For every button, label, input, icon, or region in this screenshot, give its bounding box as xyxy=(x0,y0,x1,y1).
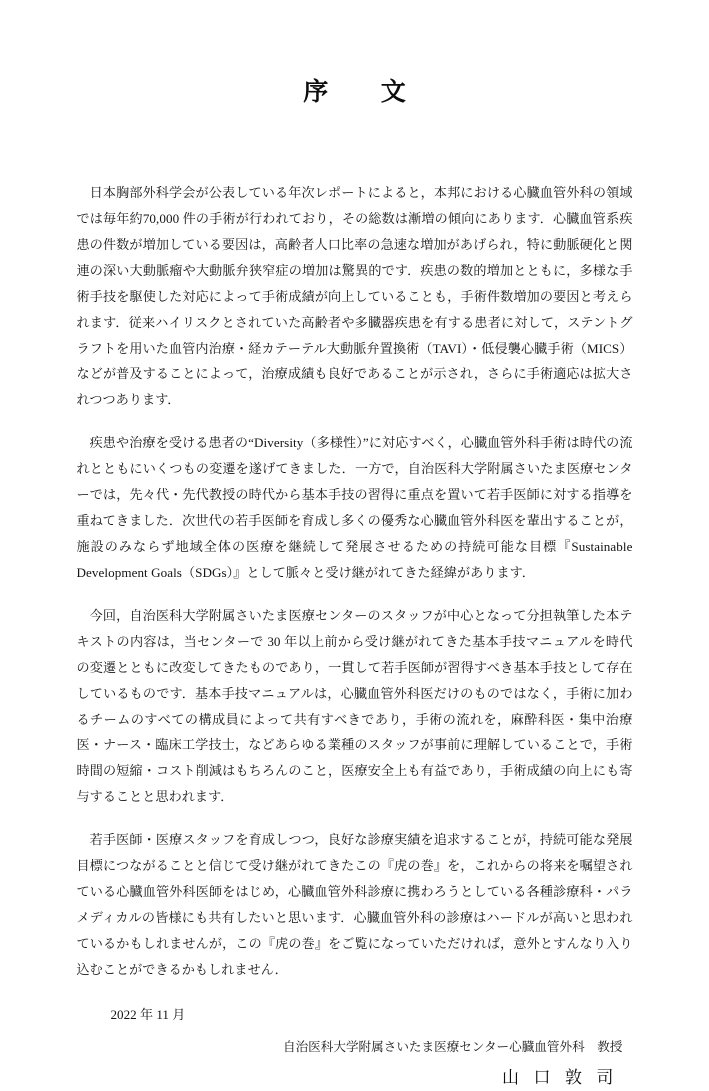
paragraph-1: 日本胸部外科学会が公表している年次レポートによると，本邦における心臓血管外科の領域では毎年約70,000 件の手術が行われており，その総数は漸増の傾向にあります．心臓血管系疾患の件数が増加している要因は，高齢者人口比率の急速な増加があげられ，特に動脈硬化と関連の深い大動脈瘤や大動脈弁狭窄症の増加は驚異的です．疾患の数的増加とともに，多様な手術手技を駆使した対応によって手術成績が向上していることも，手術件数増加の要因と考えられます．従来ハイリスクとされていた高齢者や多臓器疾患を有する患者に対して，ステントグラフトを用いた血管内治療・経カテーテル大動脈弁置換術（TAVI）・低侵襲心臓手術（MICS）などが普及することによって，治療成績も良好であることが示され，さらに手術適応は拡大されつつあります． xyxy=(76,185,633,408)
paragraph-2: 疾患や治療を受ける患者の“Diversity（多様性）”に対応すべく，心臓血管外科手術は時代の流れとともにいくつもの変遷を遂げてきました．一方で，自治医科大学附属さいたま医療センターでは，先々代・先代教授の時代から基本手技の習得に重点を置いて若手医師に対する指導を重ねてきました．次世代の若手医師を育成し多くの優秀な心臓血管外科医を輩出することが，施設のみならず地域全体の医療を継続して発展させるための持続可能な目標『Sustainable Development Goals（SDGs）』として脈々と受け継がれてきた経緯があります． xyxy=(76,435,633,580)
document-body xyxy=(77,108,633,983)
page-title: 序 文 xyxy=(303,79,420,106)
document-page xyxy=(0,72,709,1088)
signature-name: 山 口 敦 司 xyxy=(502,1068,619,1088)
signature-date: 2022 年 11 月 xyxy=(110,1006,186,1022)
signature-block xyxy=(77,983,633,1091)
signature-affiliation: 自治医科大学附属さいたま医療センター心臓血管外科 教授 xyxy=(282,1039,623,1054)
paragraph-3: 今回，自治医科大学附属さいたま医療センターのスタッフが中心となって分担執筆した本テキストの内容は，当センターで 30 年以上前から受け継がれてきた基本手技マニュアルを時代の変遷とともに改変してきたものであり，一貫して若手医師が習得すべき基本手技として存在しているものです．基本手技マニュアルは，心臓血管外科医だけのものではなく，手術に加わるチームのすべての構成員によって共有すべきであり，手術の流れを，麻酔科医・集中治療医・ナース・臨床工学技士，などあらゆる業種のスタッフが事前に理解していることで，手術時間の短縮・コスト削減はもちろんのこと，医療安全上も有益であり，手術成績の向上にも寄与することと思われます． xyxy=(76,607,633,805)
paragraph-4: 若手医師・医療スタッフを育成しつつ，良好な診療実績を追求することが，持続可能な発展目標につながることと信じて受け継がれてきたこの『虎の巻』を，これからの将来を嘱望されている心臓血管外科医師をはじめ，心臓血管外科診療に携わろうとしている各種診療科・パラメディカルの皆様にも共有したいと思います．心臓血管外科の診療はハードルが高いと思われているかもしれませんが，この『虎の巻』をご覧になっていただければ，意外とすんなり入り込むことができるかもしれません． xyxy=(76,832,633,977)
